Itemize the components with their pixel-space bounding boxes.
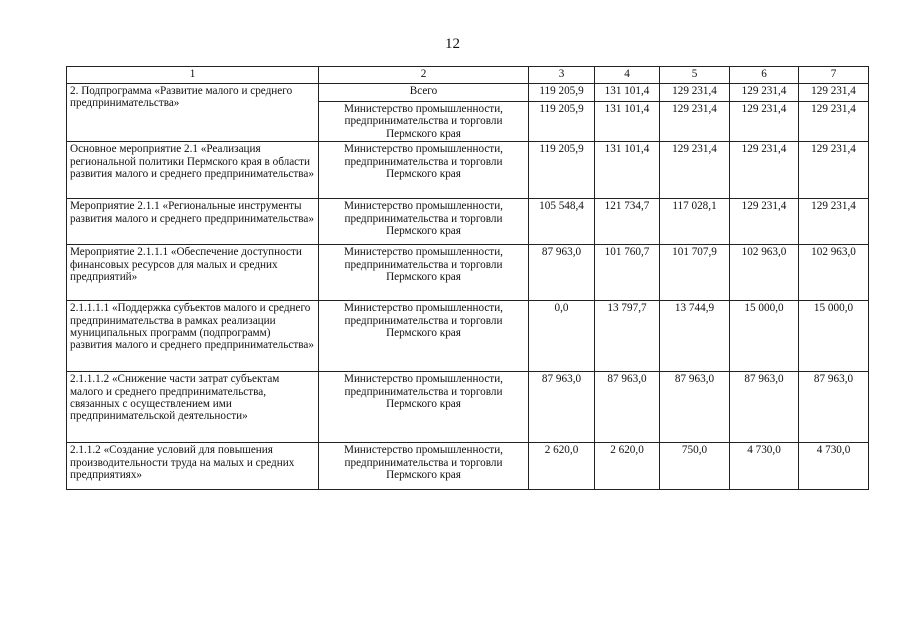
value-cell: 2 620,0 xyxy=(529,443,595,490)
activity-name-cell: Мероприятие 2.1.1.1 «Обеспечение доступности финансовых ресурсов для малых и средних предприятий» xyxy=(67,245,319,301)
column-header: 4 xyxy=(595,67,660,84)
value-cell: 102 963,0 xyxy=(730,245,799,301)
value-cell: 119 205,9 xyxy=(529,142,595,199)
column-header: 1 xyxy=(67,67,319,84)
value-cell: 15 000,0 xyxy=(730,301,799,372)
value-cell: 131 101,4 xyxy=(595,142,660,199)
value-cell: 119 205,9 xyxy=(529,102,595,142)
table-row xyxy=(67,372,869,443)
activity-name-cell: Основное мероприятие 2.1 «Реализация региональной политики Пермского края в области развития малого и среднего предпринимательства» xyxy=(67,142,319,199)
column-header: 5 xyxy=(660,67,730,84)
value-cell: 102 963,0 xyxy=(799,245,869,301)
activity-name-cell: 2.1.1.1.2 «Снижение части затрат субъектам малого и среднего предпринимательства, связанных с осуществлением ими предпринимательской деятельности» xyxy=(67,372,319,443)
table-row xyxy=(67,199,869,245)
value-cell: 131 101,4 xyxy=(595,102,660,142)
budget-table xyxy=(66,66,869,490)
column-header: 6 xyxy=(730,67,799,84)
value-cell: 15 000,0 xyxy=(799,301,869,372)
value-cell: 101 707,9 xyxy=(660,245,730,301)
value-cell: 129 231,4 xyxy=(730,102,799,142)
table-header-row xyxy=(67,67,869,84)
subprogram-name-cell: 2. Подпрограмма «Развитие малого и среднего предпринимательства» xyxy=(67,84,319,142)
value-cell: 129 231,4 xyxy=(730,84,799,102)
value-cell: 87 963,0 xyxy=(799,372,869,443)
value-cell: 129 231,4 xyxy=(730,142,799,199)
value-cell: 101 760,7 xyxy=(595,245,660,301)
value-cell: 129 231,4 xyxy=(730,199,799,245)
value-cell: 129 231,4 xyxy=(660,84,730,102)
activity-name-cell: 2.1.1.1.1 «Поддержка субъектов малого и среднего предпринимательства в рамках реализации муниципальных программ (подпрограмм) развития малого и среднего предпринимательства» xyxy=(67,301,319,372)
value-cell: 119 205,9 xyxy=(529,84,595,102)
table-row xyxy=(67,245,869,301)
executor-cell: Министерство промышленности, предпринимательства и торговли Пермского края xyxy=(319,199,529,245)
value-cell: 117 028,1 xyxy=(660,199,730,245)
activity-name-cell: 2.1.1.2 «Создание условий для повышения производительности труда на малых и средних предприятиях» xyxy=(67,443,319,490)
executor-cell: Министерство промышленности, предпринимательства и торговли Пермского края xyxy=(319,102,529,142)
value-cell: 87 963,0 xyxy=(529,372,595,443)
value-cell: 121 734,7 xyxy=(595,199,660,245)
page-number: 12 xyxy=(445,36,460,52)
value-cell: 750,0 xyxy=(660,443,730,490)
table-row xyxy=(67,84,869,102)
value-cell: 129 231,4 xyxy=(660,102,730,142)
value-cell: 0,0 xyxy=(529,301,595,372)
value-cell: 4 730,0 xyxy=(799,443,869,490)
value-cell: 129 231,4 xyxy=(799,102,869,142)
table-row xyxy=(67,301,869,372)
column-header: 3 xyxy=(529,67,595,84)
value-cell: 87 963,0 xyxy=(529,245,595,301)
value-cell: 2 620,0 xyxy=(595,443,660,490)
table-row xyxy=(67,443,869,490)
column-header: 7 xyxy=(799,67,869,84)
value-cell: 129 231,4 xyxy=(799,142,869,199)
executor-cell: Министерство промышленности, предпринимательства и торговли Пермского края xyxy=(319,372,529,443)
value-cell: 87 963,0 xyxy=(660,372,730,443)
activity-name-cell: Мероприятие 2.1.1 «Региональные инструменты развития малого и среднего предпринимательства» xyxy=(67,199,319,245)
value-cell: 13 797,7 xyxy=(595,301,660,372)
value-cell: 131 101,4 xyxy=(595,84,660,102)
value-cell: 129 231,4 xyxy=(799,199,869,245)
column-header: 2 xyxy=(319,67,529,84)
value-cell: 4 730,0 xyxy=(730,443,799,490)
value-cell: 87 963,0 xyxy=(595,372,660,443)
value-cell: 129 231,4 xyxy=(660,142,730,199)
executor-cell: Министерство промышленности, предпринимательства и торговли Пермского края xyxy=(319,245,529,301)
value-cell: 129 231,4 xyxy=(799,84,869,102)
value-cell: 13 744,9 xyxy=(660,301,730,372)
executor-cell: Министерство промышленности, предпринимательства и торговли Пермского края xyxy=(319,443,529,490)
table-row xyxy=(67,142,869,199)
executor-cell: Министерство промышленности, предпринимательства и торговли Пермского края xyxy=(319,301,529,372)
value-cell: 105 548,4 xyxy=(529,199,595,245)
value-cell: 87 963,0 xyxy=(730,372,799,443)
executor-cell: Министерство промышленности, предпринимательства и торговли Пермского края xyxy=(319,142,529,199)
executor-cell: Всего xyxy=(319,84,529,102)
